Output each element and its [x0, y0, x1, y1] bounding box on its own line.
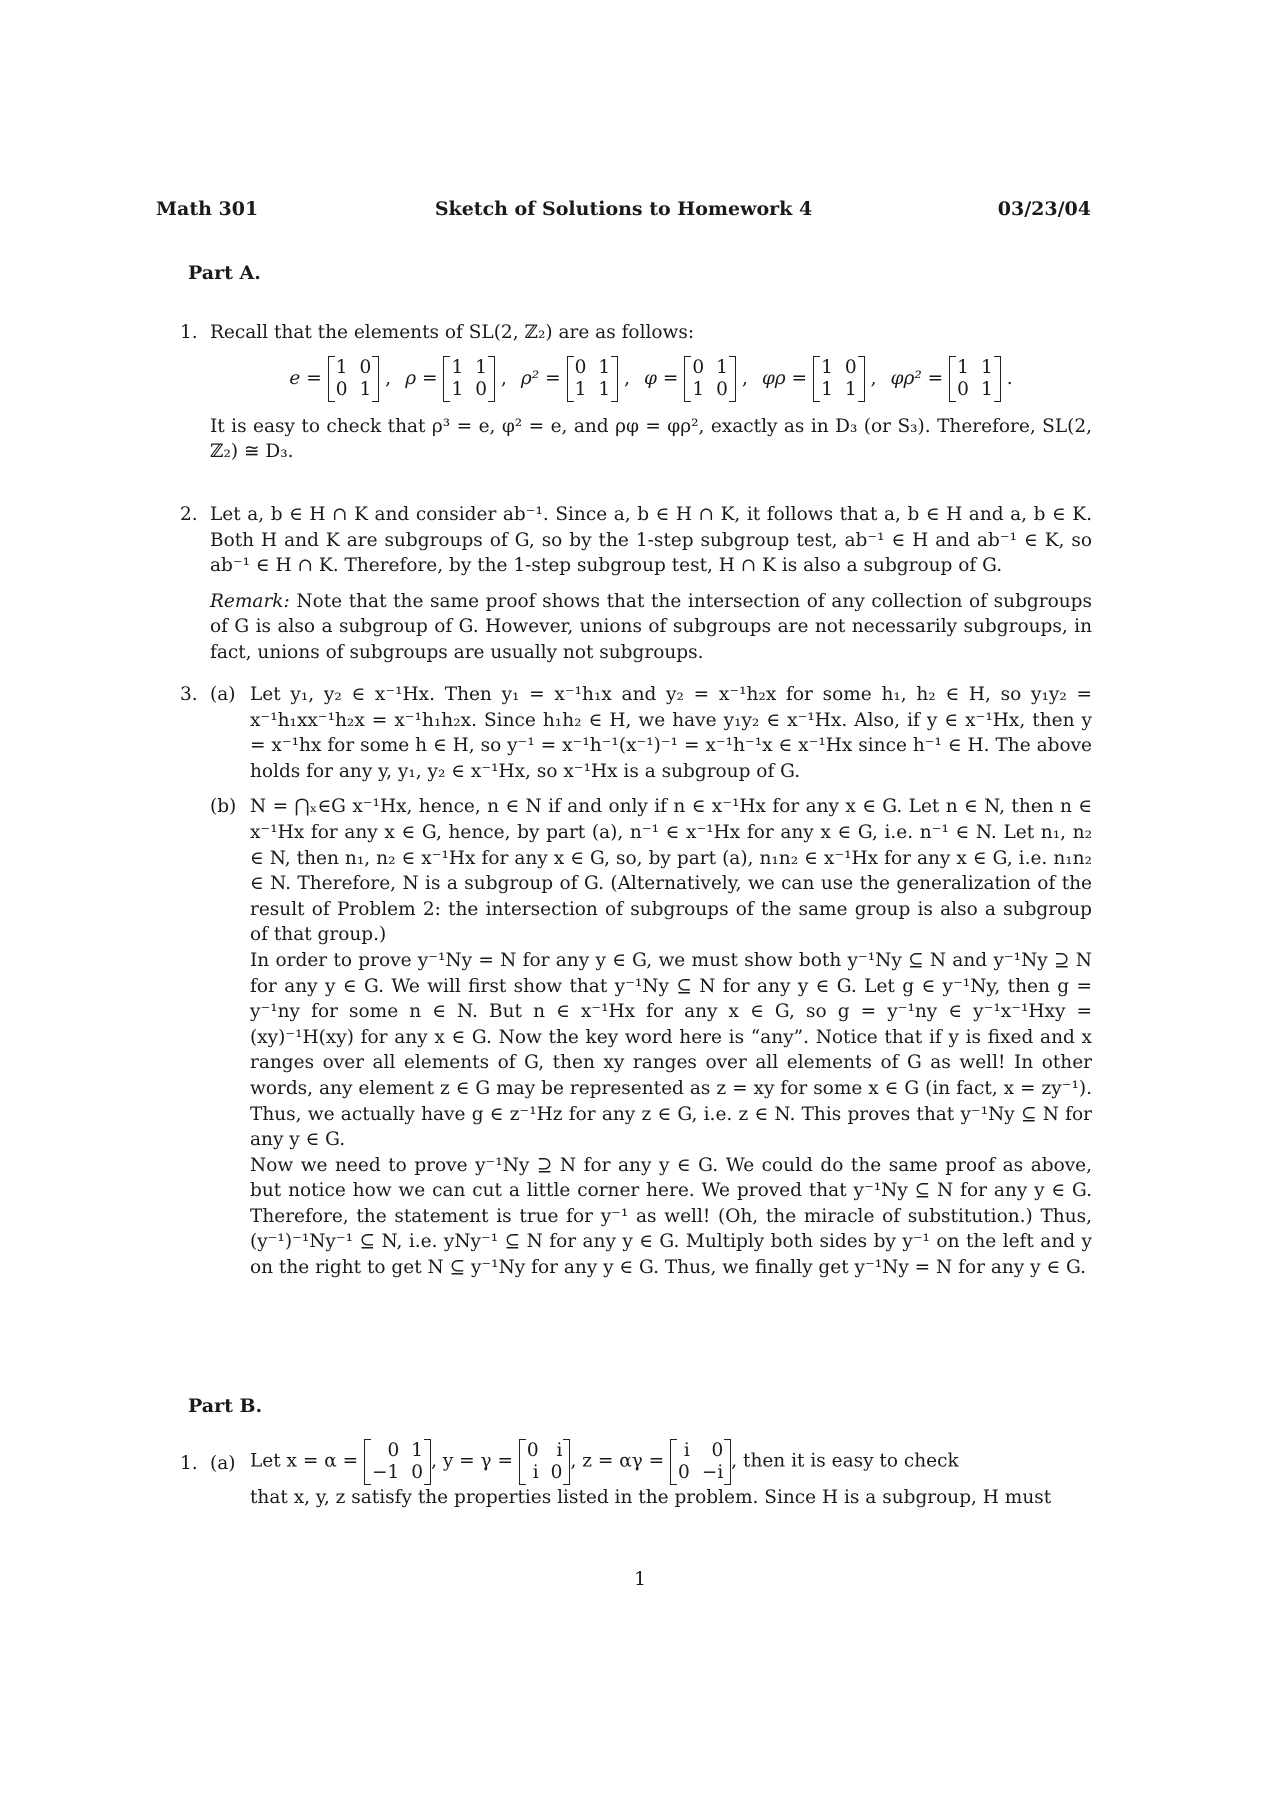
separator: , [385, 367, 392, 389]
part-b-text-3: Now we need to prove y⁻¹Ny ⊇ N for any y ∈ G. We could do the same proof as above, but notice how we can cut a little corner here. We proved that y⁻¹Ny ⊆ N for any y ∈ G. Therefore, the statement is true for y⁻¹ as well! (Oh, the miracle of substitution.) Thus, (y⁻¹)⁻¹Ny⁻¹ ⊆ N, i.e. yNy⁻¹ ⊆ N for any y ∈ G. Multiply both sides by y⁻¹ on the left and y on the right to get N ⊆ y⁻¹Ny for any y ∈ G. Thus, we finally get y⁻¹Ny = N for any y ∈ G. [250, 1154, 1092, 1279]
matrix-alpha [364, 1438, 431, 1485]
matrix-entry: 0 [692, 356, 705, 378]
problem-a3 [180, 682, 1092, 1281]
matrix-entry: 1 [980, 356, 993, 378]
matrix-entry: 0 [475, 378, 488, 400]
remark-text: Note that the same proof shows that the intersection of any collection of subgroups of G is also a subgroup of G. However, unions of subgroups are not necessarily subgroups, in fact, unions of subgroups are usually not subgroups. [210, 590, 1092, 663]
matrix-gamma [519, 1438, 571, 1485]
matrix-label: φρ = [761, 367, 808, 389]
lead-text: Let x = α = [250, 1450, 359, 1472]
problem-text: Let a, b ∈ H ∩ K and consider ab⁻¹. Since a, b ∈ H ∩ K, it follows that a, b ∈ H and a, b ∈ K. Both H and K are subgroups of G, so by the 1-step subgroup test, ab⁻¹ ∈ H and ab⁻¹ ∈ K, so ab⁻¹ ∈ H ∩ K. Therefore, by the 1-step subgroup test, H ∩ K is also a subgroup of G. [210, 504, 1092, 577]
matrix-entry: i [683, 1440, 690, 1461]
date-label: 03/23/04 [997, 198, 1091, 220]
matrix-2x2 [519, 1439, 571, 1485]
matrix-equation [521, 356, 630, 402]
matrix-entry: 1 [692, 378, 705, 400]
problem-intro: Recall that the elements of SL(2, ℤ₂) are as follows: [210, 322, 695, 343]
matrix-label: ρ = [405, 367, 438, 389]
remark [210, 589, 1092, 666]
problem-a1 [180, 320, 1092, 465]
part-a-line-2: that x, y, z satisfy the properties listed in the problem. Since H is a subgroup, H must [250, 1487, 1052, 1508]
matrix-2x2 [949, 356, 1001, 402]
sub-label: (b) [210, 796, 237, 818]
matrix-entry: i [532, 1462, 539, 1483]
matrix-2x2 [328, 356, 380, 402]
part-a-text: Let y₁, y₂ ∈ x⁻¹Hx. Then y₁ = x⁻¹h₁x and y₂ = x⁻¹h₂x for some h₁, h₂ ∈ H, so y₁y₂ = x⁻¹h₁xx⁻¹h₂x = x⁻¹h₁h₂x. Since h₁h₂ ∈ H, we have y₁y₂ ∈ x⁻¹Hx. Also, if y ∈ x⁻¹Hx, then y = x⁻¹hx for some h ∈ H, so y⁻¹ = x⁻¹h⁻¹(x⁻¹)⁻¹ = x⁻¹h⁻¹x ∈ x⁻¹Hx since h⁻¹ ∈ H. The above holds for any y, y₁, y₂ ∈ x⁻¹Hx, so x⁻¹Hx is a subgroup of G. [250, 684, 1092, 782]
z-label: , z = αγ = [570, 1450, 665, 1472]
matrix-entry: 1 [844, 378, 857, 400]
problem-text: It is easy to check that ρ³ = e, φ² = e, and ρφ = φρ², exactly as in D₃ (or S₃). Therefore, SL(2, ℤ₂) ≅ D₃. [210, 415, 1092, 463]
matrix-entry: 0 [678, 1462, 690, 1483]
matrix-entry: 0 [526, 1440, 539, 1461]
matrix-label: φ = [644, 367, 679, 389]
matrix-entry: 1 [359, 378, 372, 400]
part-b-text-2: In order to prove y⁻¹Ny = N for any y ∈ G, we must show both y⁻¹Ny ⊆ N and y⁻¹Ny ⊇ N for any y ∈ G. We will first show that y⁻¹Ny ⊆ N for any y ∈ G. Let g ∈ y⁻¹Ny, then g = y⁻¹ny for some n ∈ N. But n ∈ x⁻¹Hx for any x ∈ G, so g = y⁻¹ny ∈ y⁻¹x⁻¹Hxy = (xy)⁻¹H(xy) for any x ∈ G. Now the key word here is “any”. Notice that if y is fixed and x ranges over all elements of G, then xy ranges over all elements of G as well! In other words, any element z ∈ G may be represented as z = xy for some x ∈ G (in fact, x = zy⁻¹). Thus, we actually have g ∈ z⁻¹Hz for any z ∈ G, i.e. z ∈ N. This proves that y⁻¹Ny ⊆ N for any y ∈ G. [250, 949, 1092, 1151]
part-a [210, 682, 1092, 784]
part-a [210, 1438, 1092, 1511]
matrix-2x2 [684, 356, 736, 402]
matrix-entry: −1 [372, 1462, 400, 1483]
problem-number: 1. [180, 322, 198, 343]
matrix-entry: 1 [574, 378, 587, 400]
matrix-entry: 1 [475, 356, 488, 378]
sub-label: (a) [210, 1453, 236, 1474]
part-a-line-1 [250, 1438, 1092, 1485]
part-b-title: Part B. [188, 1395, 263, 1417]
separator: . [1006, 367, 1013, 389]
matrix-entry: 1 [598, 378, 611, 400]
matrix-2x2 [813, 356, 865, 402]
matrix-entry: 0 [844, 356, 857, 378]
matrix-entry: 1 [451, 356, 464, 378]
part-b [210, 794, 1092, 1280]
document-title: Sketch of Solutions to Homework 4 [434, 198, 813, 220]
matrix-entry: −i [701, 1462, 724, 1483]
matrix-entry: 0 [957, 378, 969, 400]
separator: , [501, 367, 507, 389]
matrix-2x2 [670, 1439, 731, 1485]
matrix-2x2 [567, 356, 619, 402]
separator: , [624, 367, 631, 389]
matrix-entry: 0 [359, 356, 372, 378]
problem-number: 1. [180, 1453, 198, 1474]
matrix-2x2 [443, 356, 495, 402]
matrix-equation [405, 356, 507, 402]
matrix-equation [289, 356, 391, 402]
matrix-label: φρ² = [890, 367, 944, 389]
problem-number: 3. [180, 684, 198, 705]
sub-label: (a) [210, 684, 236, 705]
page-number: 1 [633, 1568, 647, 1590]
matrix-entry: 1 [957, 356, 969, 378]
matrix-entry: 0 [550, 1462, 563, 1483]
problem-a2 [180, 502, 1092, 666]
problem-number: 2. [180, 504, 198, 525]
matrix-entry: i [556, 1440, 563, 1461]
matrix-entry: 1 [335, 356, 348, 378]
matrix-entry: 1 [821, 356, 833, 378]
page-header [156, 198, 1091, 228]
separator: , [741, 367, 748, 389]
matrix-list [210, 356, 1092, 402]
part-a-title: Part A. [188, 262, 261, 284]
matrix-entry: 0 [711, 1440, 724, 1461]
matrix-z [670, 1438, 731, 1485]
matrix-entry: 0 [411, 1462, 424, 1483]
remark-label: Remark: [210, 590, 290, 612]
matrix-label: ρ² = [520, 367, 561, 389]
part-b-text-1: N = ⋂ₓ∈G x⁻¹Hx, hence, n ∈ N if and only if n ∈ x⁻¹Hx for any x ∈ G. Let n ∈ N, then n ∈ x⁻¹Hx for any x ∈ G, hence, by part (a), n⁻¹ ∈ x⁻¹Hx for any x ∈ G, i.e. n⁻¹ ∈ N. Let n₁, n₂ ∈ N, then n₁, n₂ ∈ x⁻¹Hx for any x ∈ G, so, by part (a), n₁n₂ ∈ x⁻¹Hx for any x ∈ G, i.e. n₁n₂ ∈ N. Therefore, N is a subgroup of G. (Alternatively, we can use the generalization of the result of Problem 2: the intersection of subgroups of the same group is also a subgroup of that group.) [250, 796, 1092, 946]
separator: , [870, 367, 877, 389]
matrix-entry: 0 [574, 356, 587, 378]
matrix-entry: 1 [821, 378, 833, 400]
matrix-entry: 0 [387, 1440, 400, 1461]
matrix-entry: 1 [598, 356, 611, 378]
matrix-equation [891, 356, 1013, 402]
matrix-2x2 [364, 1439, 431, 1485]
matrix-entry: 1 [716, 356, 728, 378]
matrix-entry: 1 [411, 1440, 424, 1461]
course-label: Math 301 [156, 198, 259, 220]
matrix-label: e = [289, 367, 322, 389]
after-text: , then it is easy to check [731, 1450, 959, 1472]
matrix-entry: 0 [335, 378, 348, 400]
matrix-entry: 1 [451, 378, 464, 400]
matrix-entry: 0 [716, 378, 728, 400]
matrix-equation [762, 356, 877, 402]
matrix-equation [644, 356, 748, 402]
matrix-entry: 1 [980, 378, 993, 400]
y-label: , y = γ = [431, 1450, 513, 1472]
problem-b1 [180, 1438, 1092, 1511]
